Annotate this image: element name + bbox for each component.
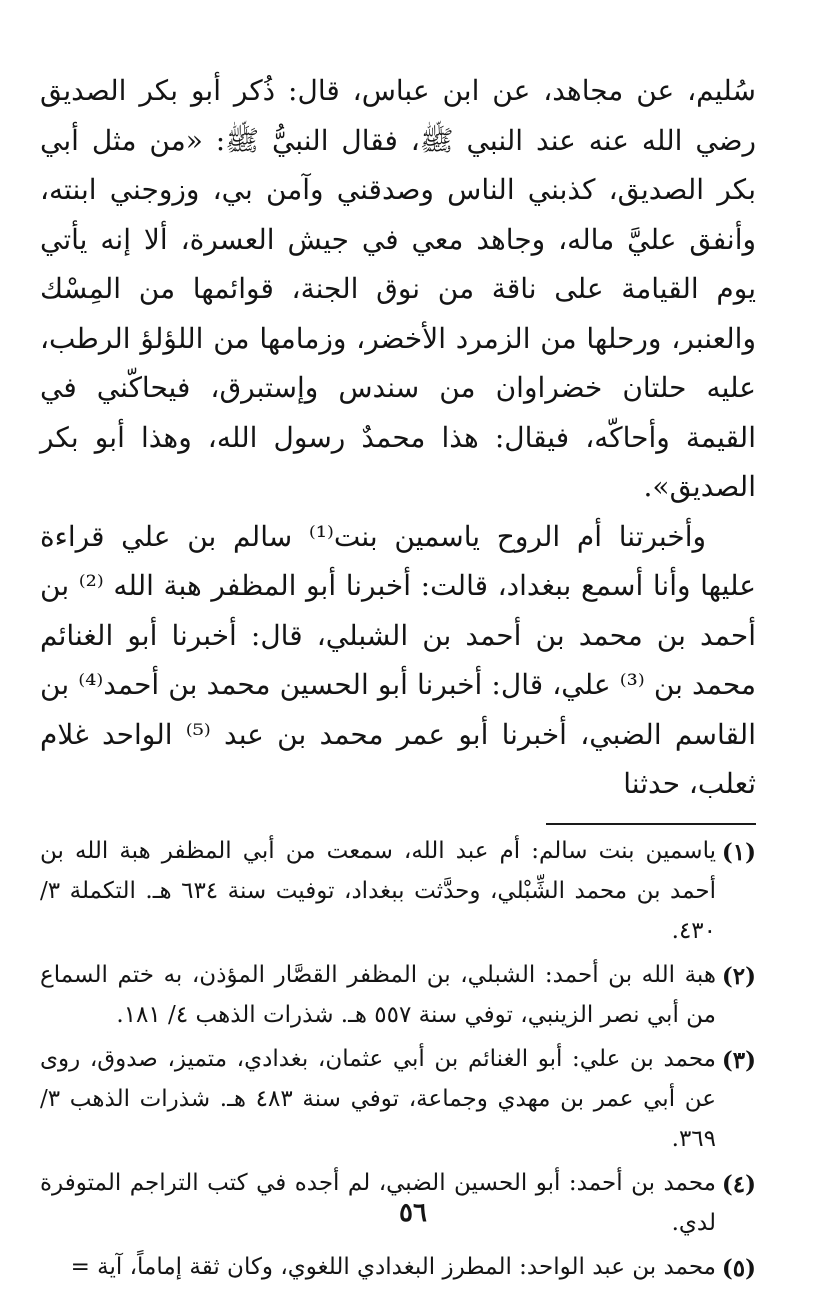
- isnad-paragraph: وأخبرتنا أم الروح ياسمين بنت⁽¹⁾ سالم بن علي قراءة عليها وأنا أسمع ببغداد، قالت: أخبرنا أبو المظفر هبة الله ⁽²⁾ بن أحمد بن محمد بن أحمد بن الشبلي، قال: أخبرنا أبو الغنائم محمد بن ⁽³⁾ علي، قال: أخبرنا أبو الحسين محمد بن أحمد⁽⁴⁾ بن القاسم الضبي، أخبرنا أبو عمر محمد بن عبد ⁽⁵⁾ الواحد غلام ثعلب، حدثنا: [40, 519, 757, 800]
- main-text: [40, 66, 756, 809]
- footnote-number: (٤): [721, 1170, 756, 1198]
- footnote-number: (٣): [721, 1046, 756, 1074]
- footnote-5: [40, 1247, 756, 1289]
- footnote-number: (١): [721, 838, 756, 866]
- footnote-number: (٥): [721, 1254, 756, 1282]
- book-page: [40, 66, 756, 1293]
- footnote-3: [40, 1039, 756, 1159]
- footnote-number: (٢): [721, 962, 756, 990]
- footnote-2: [40, 955, 756, 1035]
- hadith-paragraph: سُليم، عن مجاهد، عن ابن عباس، قال: ذُكر أبو بكر الصديق رضي الله عنه عند النبي ﷺ، فقال النبيُّ ﷺ: «من مثل أبي بكر الصديق، كذبني الناس وصدقني وآمن بي، وزوجني ابنته، وأنفق عليَّ ماله، وجاهد معي في جيش العسرة، ألا إنه يأتي يوم القيامة على ناقة من نوق الجنة، قوائمها من المِسْك والعنبر، ورحلها من الزمرد الأخضر، وزمامها من اللؤلؤ الرطب، عليه حلتان خضراوان من سندس وإستبرق، فيحاكّني في القيمة وأحاكّه، فيقال: هذا محمدٌ رسول الله، وهذا أبو بكر الصديق».: [40, 74, 756, 503]
- footnote-text: هبة الله بن أحمد: الشبلي، بن المظفر القصَّار المؤذن، به ختم السماع من أبي نصر الزينبي، توفي سنة ٥٥٧ هـ. شذرات الذهب ٤/ ١٨١.: [40, 961, 716, 1028]
- footnote-text: محمد بن علي: أبو الغنائم بن أبي عثمان، بغدادي، متميز، صدوق، روى عن أبي عمر بن مهدي وجماعة، توفي سنة ٤٨٣ هـ. شذرات الذهب ٣/ ٣٦٩.: [40, 1045, 716, 1152]
- page-number: ٥٦: [399, 1198, 427, 1228]
- footnote-text: ياسمين بنت سالم: أم عبد الله، سمعت من أبي المظفر هبة الله بن أحمد بن محمد الشِّبْلي، وحدَّثت ببغداد، توفيت سنة ٦٣٤ هـ. التكملة ٣/ ٤٣٠.: [40, 837, 716, 944]
- footnote-text: محمد بن أحمد: أبو الحسين الضبي، لم أجده في كتب التراجم المتوفرة لدي.: [40, 1169, 716, 1236]
- footnote-separator: [546, 823, 756, 825]
- footnote-text: محمد بن عبد الواحد: المطرز البغدادي اللغوي، وكان ثقة إماماً، آية =: [70, 1253, 716, 1280]
- footnote-1: [40, 831, 756, 951]
